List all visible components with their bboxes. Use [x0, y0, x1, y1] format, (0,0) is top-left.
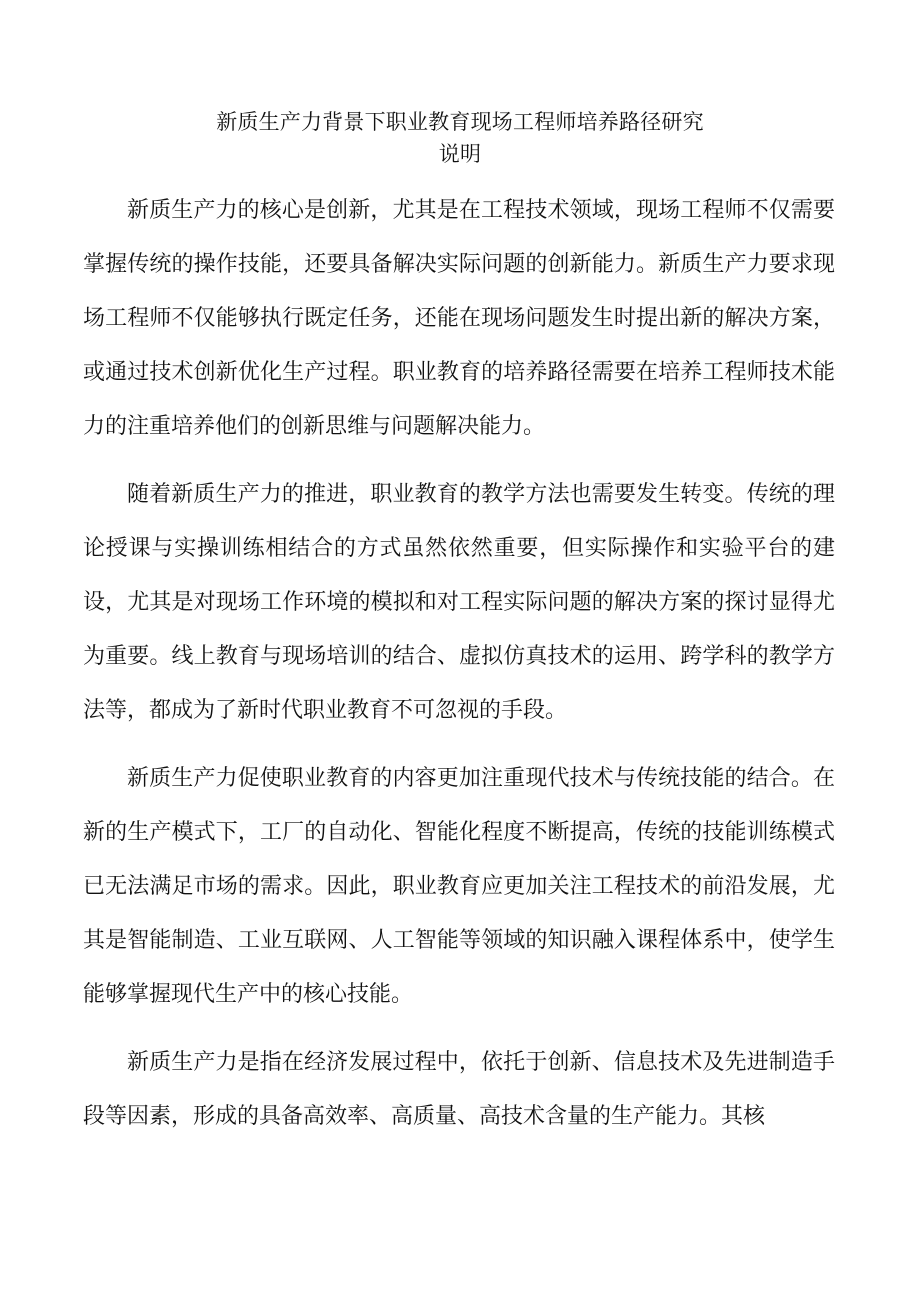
paragraph-1: 新质生产力的核心是创新，尤其是在工程技术领域，现场工程师不仅需要掌握传统的操作技能，还要具备解决实际问题的创新能力。新质生产力要求现场工程师不仅能够执行既定任务，还能在现场问题发生时提出新的解决方案，或通过技术创新优化生产过程。职业教育的培养路径需要在培养工程师技术能力的注重培养他们的创新思维与问题解决能力。: [83, 198, 835, 439]
title-main: 新质生产力背景下职业教育现场工程师培养路径研究: [216, 110, 704, 134]
paragraph-4: 新质生产力是指在经济发展过程中，依托于创新、信息技术及先进制造手段等因素，形成的具备高效率、高质量、高技术含量的生产能力。其核: [83, 1050, 835, 1129]
document-title: [0, 106, 920, 170]
paragraph-2: 随着新质生产力的推进，职业教育的教学方法也需要发生转变。传统的理论授课与实操训练相结合的方式虽然依然重要，但实际操作和实验平台的建设，尤其是对现场工作环境的模拟和对工程实际问题的解决方案的探讨显得尤为重要。线上教育与现场培训的结合、虚拟仿真技术的运用、跨学科的教学方法等，都成为了新时代职业教育不可忽视的手段。: [83, 482, 835, 723]
title-subtitle: 说明: [438, 142, 482, 166]
paragraph-3: 新质生产力促使职业教育的内容更加注重现代技术与传统技能的结合。在新的生产模式下，工厂的自动化、智能化程度不断提高，传统的技能训练模式已无法满足市场的需求。因此，职业教育应更加关注工程技术的前沿发展，尤其是智能制造、工业互联网、人工智能等领域的知识融入课程体系中，使学生能够掌握现代生产中的核心技能。: [83, 766, 835, 1007]
document-body: [83, 184, 835, 1158]
